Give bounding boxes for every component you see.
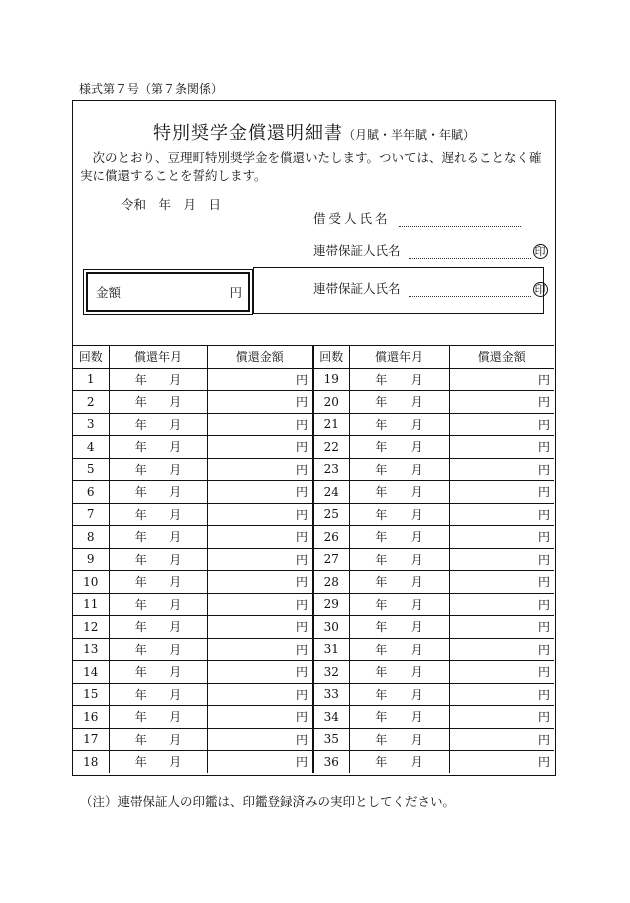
row-number: 8 bbox=[73, 526, 109, 549]
row-number: 12 bbox=[73, 616, 109, 639]
month-unit: 月 bbox=[410, 395, 423, 410]
yen-unit: 円 bbox=[537, 575, 550, 590]
repay-month-cell[interactable] bbox=[349, 368, 449, 391]
table-row bbox=[73, 593, 554, 616]
amount-label: 金額 bbox=[96, 285, 122, 300]
year-unit: 年 bbox=[375, 620, 388, 635]
yen-unit: 円 bbox=[295, 597, 308, 612]
yen-unit: 円 bbox=[295, 530, 308, 545]
row-number: 15 bbox=[73, 683, 109, 706]
row-number: 3 bbox=[73, 413, 109, 436]
year-unit: 年 bbox=[134, 710, 147, 725]
repay-month-cell[interactable] bbox=[109, 571, 207, 594]
repay-month-cell[interactable] bbox=[109, 683, 207, 706]
row-number: 22 bbox=[313, 436, 349, 459]
repay-amount-cell[interactable] bbox=[449, 458, 554, 481]
repay-month-cell[interactable] bbox=[109, 526, 207, 549]
form-number: 様式第７号（第７条関係） bbox=[79, 82, 224, 96]
month-unit: 月 bbox=[169, 687, 182, 702]
year-unit: 年 bbox=[134, 575, 147, 590]
repay-amount-cell[interactable] bbox=[449, 638, 554, 661]
month-unit: 月 bbox=[410, 507, 423, 522]
year-unit: 年 bbox=[375, 395, 388, 410]
row-number: 33 bbox=[313, 683, 349, 706]
header-month: 償還年月 bbox=[109, 346, 207, 369]
repay-amount-cell[interactable] bbox=[207, 638, 313, 661]
year-unit: 年 bbox=[375, 440, 388, 455]
repay-amount-cell[interactable] bbox=[207, 368, 313, 391]
month-unit: 月 bbox=[410, 665, 423, 680]
repay-amount-cell[interactable] bbox=[207, 548, 313, 571]
yen-unit: 円 bbox=[295, 507, 308, 522]
yen-unit: 円 bbox=[537, 732, 550, 747]
row-number: 23 bbox=[313, 458, 349, 481]
month-unit: 月 bbox=[169, 417, 182, 432]
yen-unit: 円 bbox=[295, 440, 308, 455]
repay-month-cell[interactable] bbox=[349, 526, 449, 549]
year-unit: 年 bbox=[375, 687, 388, 702]
yen-unit: 円 bbox=[295, 710, 308, 725]
year-unit: 年 bbox=[134, 552, 147, 567]
year-unit: 年 bbox=[134, 732, 147, 747]
repay-month-cell[interactable] bbox=[349, 661, 449, 684]
header-amount: 償還金額 bbox=[449, 346, 554, 369]
row-number: 25 bbox=[313, 503, 349, 526]
repay-month-cell[interactable] bbox=[349, 638, 449, 661]
guarantor-field-2[interactable] bbox=[409, 282, 531, 297]
month-unit: 月 bbox=[169, 575, 182, 590]
row-number: 18 bbox=[73, 751, 109, 773]
row-number: 20 bbox=[313, 391, 349, 414]
repay-amount-cell[interactable] bbox=[207, 706, 313, 729]
repay-amount-cell[interactable] bbox=[207, 593, 313, 616]
yen-unit: 円 bbox=[295, 755, 308, 770]
header-month: 償還年月 bbox=[349, 346, 449, 369]
yen-unit: 円 bbox=[295, 462, 308, 477]
repay-month-cell[interactable] bbox=[349, 728, 449, 751]
month-unit: 月 bbox=[410, 755, 423, 770]
repay-month-cell[interactable] bbox=[109, 593, 207, 616]
yen-unit: 円 bbox=[537, 552, 550, 567]
year-unit: 年 bbox=[375, 507, 388, 522]
repay-month-cell[interactable] bbox=[109, 458, 207, 481]
repayment-table bbox=[73, 345, 554, 773]
year-unit: 年 bbox=[375, 597, 388, 612]
month-unit: 月 bbox=[169, 642, 182, 657]
table-header-row bbox=[73, 346, 554, 369]
yen-unit: 円 bbox=[295, 642, 308, 657]
row-number: 6 bbox=[73, 481, 109, 504]
yen-unit: 円 bbox=[537, 485, 550, 500]
yen-unit: 円 bbox=[537, 597, 550, 612]
year-unit: 年 bbox=[375, 575, 388, 590]
title-sub: （月賦・半年賦・年賦） bbox=[342, 128, 475, 142]
year-unit: 年 bbox=[375, 417, 388, 432]
repay-month-cell[interactable] bbox=[349, 751, 449, 773]
year-unit: 年 bbox=[134, 642, 147, 657]
repay-month-cell[interactable] bbox=[349, 413, 449, 436]
date-line: 令和 年 月 日 bbox=[121, 197, 222, 212]
table-row bbox=[73, 458, 554, 481]
yen-unit: 円 bbox=[295, 575, 308, 590]
repay-month-cell[interactable] bbox=[109, 548, 207, 571]
month-unit: 月 bbox=[169, 372, 182, 387]
month-unit: 月 bbox=[169, 395, 182, 410]
year-unit: 年 bbox=[134, 507, 147, 522]
year-unit: 年 bbox=[134, 687, 147, 702]
year-unit: 年 bbox=[134, 530, 147, 545]
table-row bbox=[73, 751, 554, 773]
repay-amount-cell[interactable] bbox=[207, 481, 313, 504]
table-row bbox=[73, 526, 554, 549]
table-row bbox=[73, 706, 554, 729]
repay-amount-cell[interactable] bbox=[207, 661, 313, 684]
month-unit: 月 bbox=[169, 440, 182, 455]
row-number: 29 bbox=[313, 593, 349, 616]
repay-month-cell[interactable] bbox=[349, 593, 449, 616]
year-unit: 年 bbox=[375, 372, 388, 387]
repay-amount-cell[interactable] bbox=[449, 616, 554, 639]
row-number: 13 bbox=[73, 638, 109, 661]
year-unit: 年 bbox=[134, 597, 147, 612]
borrower-row bbox=[313, 209, 521, 227]
repay-month-cell[interactable] bbox=[349, 481, 449, 504]
repay-month-cell[interactable] bbox=[349, 706, 449, 729]
repay-month-cell[interactable] bbox=[109, 391, 207, 414]
month-unit: 月 bbox=[169, 665, 182, 680]
repay-month-cell[interactable] bbox=[109, 661, 207, 684]
repay-amount-cell[interactable] bbox=[449, 661, 554, 684]
year-unit: 年 bbox=[134, 755, 147, 770]
yen-unit: 円 bbox=[537, 462, 550, 477]
repay-amount-cell[interactable] bbox=[449, 368, 554, 391]
form-title bbox=[73, 119, 555, 145]
repay-amount-cell[interactable] bbox=[449, 683, 554, 706]
repay-month-cell[interactable] bbox=[349, 458, 449, 481]
repay-amount-cell[interactable] bbox=[207, 391, 313, 414]
repay-amount-cell[interactable] bbox=[449, 706, 554, 729]
repay-amount-cell[interactable] bbox=[449, 391, 554, 414]
repay-month-cell[interactable] bbox=[349, 436, 449, 459]
yen-unit: 円 bbox=[537, 417, 550, 432]
repay-amount-cell[interactable] bbox=[449, 481, 554, 504]
month-unit: 月 bbox=[410, 732, 423, 747]
month-unit: 月 bbox=[410, 552, 423, 567]
table-row bbox=[73, 436, 554, 459]
repay-month-cell[interactable] bbox=[109, 368, 207, 391]
table-row bbox=[73, 413, 554, 436]
row-number: 28 bbox=[313, 571, 349, 594]
yen-unit: 円 bbox=[295, 687, 308, 702]
year-unit: 年 bbox=[375, 485, 388, 500]
seal-icon: 印 bbox=[534, 283, 546, 296]
amount-field[interactable] bbox=[86, 272, 250, 312]
month-unit: 月 bbox=[410, 417, 423, 432]
row-number: 7 bbox=[73, 503, 109, 526]
table-row bbox=[73, 481, 554, 504]
repay-amount-cell[interactable] bbox=[449, 593, 554, 616]
month-unit: 月 bbox=[410, 485, 423, 500]
guarantor-label-1: 連帯保証人氏名 bbox=[313, 243, 401, 258]
row-number: 9 bbox=[73, 548, 109, 571]
month-unit: 月 bbox=[410, 462, 423, 477]
repay-amount-cell[interactable] bbox=[207, 436, 313, 459]
table-row bbox=[73, 548, 554, 571]
table-row bbox=[73, 728, 554, 751]
month-unit: 月 bbox=[169, 755, 182, 770]
year-unit: 年 bbox=[375, 642, 388, 657]
repay-amount-cell[interactable] bbox=[207, 526, 313, 549]
guarantor-row-2 bbox=[313, 279, 548, 297]
repay-amount-cell[interactable] bbox=[207, 458, 313, 481]
yen-unit: 円 bbox=[295, 372, 308, 387]
borrower-label: 借受人氏名 bbox=[313, 211, 391, 226]
repay-amount-cell[interactable] bbox=[207, 683, 313, 706]
row-number: 34 bbox=[313, 706, 349, 729]
row-number: 4 bbox=[73, 436, 109, 459]
month-unit: 月 bbox=[410, 575, 423, 590]
year-unit: 年 bbox=[134, 417, 147, 432]
year-unit: 年 bbox=[375, 665, 388, 680]
repay-amount-cell[interactable] bbox=[449, 728, 554, 751]
month-unit: 月 bbox=[410, 372, 423, 387]
yen-unit: 円 bbox=[537, 687, 550, 702]
repay-month-cell[interactable] bbox=[109, 436, 207, 459]
month-unit: 月 bbox=[169, 507, 182, 522]
pledge-text: 次のとおり、豆理町特別奨学金を償還いたします。ついては、遅れることなく確実に償還することを誓約します。 bbox=[80, 150, 542, 183]
year-unit: 年 bbox=[134, 372, 147, 387]
row-number: 21 bbox=[313, 413, 349, 436]
year-unit: 年 bbox=[375, 732, 388, 747]
yen-unit: 円 bbox=[537, 710, 550, 725]
title-main: 特別奨学金償還明細書 bbox=[152, 123, 343, 144]
yen-unit: 円 bbox=[537, 395, 550, 410]
row-number: 10 bbox=[73, 571, 109, 594]
row-number: 14 bbox=[73, 661, 109, 684]
repay-amount-cell[interactable] bbox=[207, 751, 313, 773]
month-unit: 月 bbox=[169, 710, 182, 725]
month-unit: 月 bbox=[410, 620, 423, 635]
repay-amount-cell[interactable] bbox=[207, 571, 313, 594]
amount-box bbox=[83, 269, 253, 315]
table-row bbox=[73, 391, 554, 414]
year-unit: 年 bbox=[134, 462, 147, 477]
repay-amount-cell[interactable] bbox=[449, 571, 554, 594]
row-number: 31 bbox=[313, 638, 349, 661]
yen-unit: 円 bbox=[295, 620, 308, 635]
year-unit: 年 bbox=[375, 710, 388, 725]
repay-month-cell[interactable] bbox=[349, 391, 449, 414]
row-number: 5 bbox=[73, 458, 109, 481]
repay-amount-cell[interactable] bbox=[449, 751, 554, 773]
repay-month-cell[interactable] bbox=[349, 683, 449, 706]
table-row bbox=[73, 661, 554, 684]
borrower-field[interactable] bbox=[399, 212, 521, 227]
repay-month-cell[interactable] bbox=[109, 503, 207, 526]
repay-amount-cell[interactable] bbox=[207, 728, 313, 751]
table-row bbox=[73, 503, 554, 526]
yen-unit: 円 bbox=[537, 642, 550, 657]
yen-unit: 円 bbox=[295, 395, 308, 410]
row-number: 26 bbox=[313, 526, 349, 549]
header-amount: 償還金額 bbox=[207, 346, 313, 369]
repay-amount-cell[interactable] bbox=[449, 413, 554, 436]
month-unit: 月 bbox=[169, 530, 182, 545]
month-unit: 月 bbox=[410, 597, 423, 612]
year-unit: 年 bbox=[375, 462, 388, 477]
repay-month-cell[interactable] bbox=[109, 728, 207, 751]
seal-icon: 印 bbox=[534, 245, 546, 258]
guarantor-row-1 bbox=[313, 241, 548, 259]
row-number: 11 bbox=[73, 593, 109, 616]
guarantor-field-1[interactable] bbox=[409, 244, 531, 259]
table-row bbox=[73, 638, 554, 661]
repay-month-cell[interactable] bbox=[349, 548, 449, 571]
yen-unit: 円 bbox=[537, 507, 550, 522]
footnote: （注）連帯保証人の印鑑は、印鑑登録済みの実印としてください。 bbox=[80, 794, 456, 809]
repay-month-cell[interactable] bbox=[109, 481, 207, 504]
table-row bbox=[73, 571, 554, 594]
month-unit: 月 bbox=[169, 620, 182, 635]
repay-month-cell[interactable] bbox=[109, 706, 207, 729]
repay-amount-cell[interactable] bbox=[449, 436, 554, 459]
table-row bbox=[73, 368, 554, 391]
month-unit: 月 bbox=[169, 732, 182, 747]
repay-amount-cell[interactable] bbox=[207, 503, 313, 526]
repay-amount-cell[interactable] bbox=[449, 548, 554, 571]
repay-amount-cell[interactable] bbox=[207, 616, 313, 639]
yen-unit: 円 bbox=[537, 755, 550, 770]
row-number: 27 bbox=[313, 548, 349, 571]
yen-unit: 円 bbox=[295, 552, 308, 567]
yen-unit: 円 bbox=[295, 732, 308, 747]
month-unit: 月 bbox=[410, 642, 423, 657]
guarantor-label-2: 連帯保証人氏名 bbox=[313, 281, 401, 296]
yen-unit: 円 bbox=[295, 665, 308, 680]
repay-month-cell[interactable] bbox=[349, 616, 449, 639]
year-unit: 年 bbox=[375, 530, 388, 545]
year-unit: 年 bbox=[375, 755, 388, 770]
month-unit: 月 bbox=[169, 597, 182, 612]
row-number: 32 bbox=[313, 661, 349, 684]
repay-month-cell[interactable] bbox=[109, 616, 207, 639]
row-number: 16 bbox=[73, 706, 109, 729]
header-count: 回数 bbox=[73, 346, 109, 369]
month-unit: 月 bbox=[410, 530, 423, 545]
month-unit: 月 bbox=[410, 687, 423, 702]
year-unit: 年 bbox=[134, 395, 147, 410]
year-unit: 年 bbox=[134, 440, 147, 455]
yen-unit: 円 bbox=[295, 485, 308, 500]
yen-unit: 円 bbox=[537, 440, 550, 455]
row-number: 35 bbox=[313, 728, 349, 751]
month-unit: 月 bbox=[169, 552, 182, 567]
row-number: 36 bbox=[313, 751, 349, 773]
row-number: 24 bbox=[313, 481, 349, 504]
yen-unit: 円 bbox=[537, 530, 550, 545]
row-number: 19 bbox=[313, 368, 349, 391]
row-number: 2 bbox=[73, 391, 109, 414]
yen-unit: 円 bbox=[295, 417, 308, 432]
month-unit: 月 bbox=[169, 462, 182, 477]
header-count: 回数 bbox=[313, 346, 349, 369]
month-unit: 月 bbox=[410, 440, 423, 455]
yen-unit: 円 bbox=[537, 620, 550, 635]
year-unit: 年 bbox=[375, 552, 388, 567]
form-frame bbox=[72, 100, 556, 776]
month-unit: 月 bbox=[169, 485, 182, 500]
repay-amount-cell[interactable] bbox=[449, 526, 554, 549]
repay-month-cell[interactable] bbox=[349, 571, 449, 594]
year-unit: 年 bbox=[134, 485, 147, 500]
year-unit: 年 bbox=[134, 665, 147, 680]
row-number: 1 bbox=[73, 368, 109, 391]
repay-amount-cell[interactable] bbox=[207, 413, 313, 436]
repay-month-cell[interactable] bbox=[109, 638, 207, 661]
yen-unit: 円 bbox=[537, 665, 550, 680]
repay-amount-cell[interactable] bbox=[449, 503, 554, 526]
yen-unit: 円 bbox=[537, 372, 550, 387]
repay-month-cell[interactable] bbox=[109, 413, 207, 436]
month-unit: 月 bbox=[410, 710, 423, 725]
amount-yen: 円 bbox=[229, 285, 242, 300]
repay-month-cell[interactable] bbox=[109, 751, 207, 773]
year-unit: 年 bbox=[134, 620, 147, 635]
table-row bbox=[73, 616, 554, 639]
repay-month-cell[interactable] bbox=[349, 503, 449, 526]
table-row bbox=[73, 683, 554, 706]
row-number: 30 bbox=[313, 616, 349, 639]
row-number: 17 bbox=[73, 728, 109, 751]
